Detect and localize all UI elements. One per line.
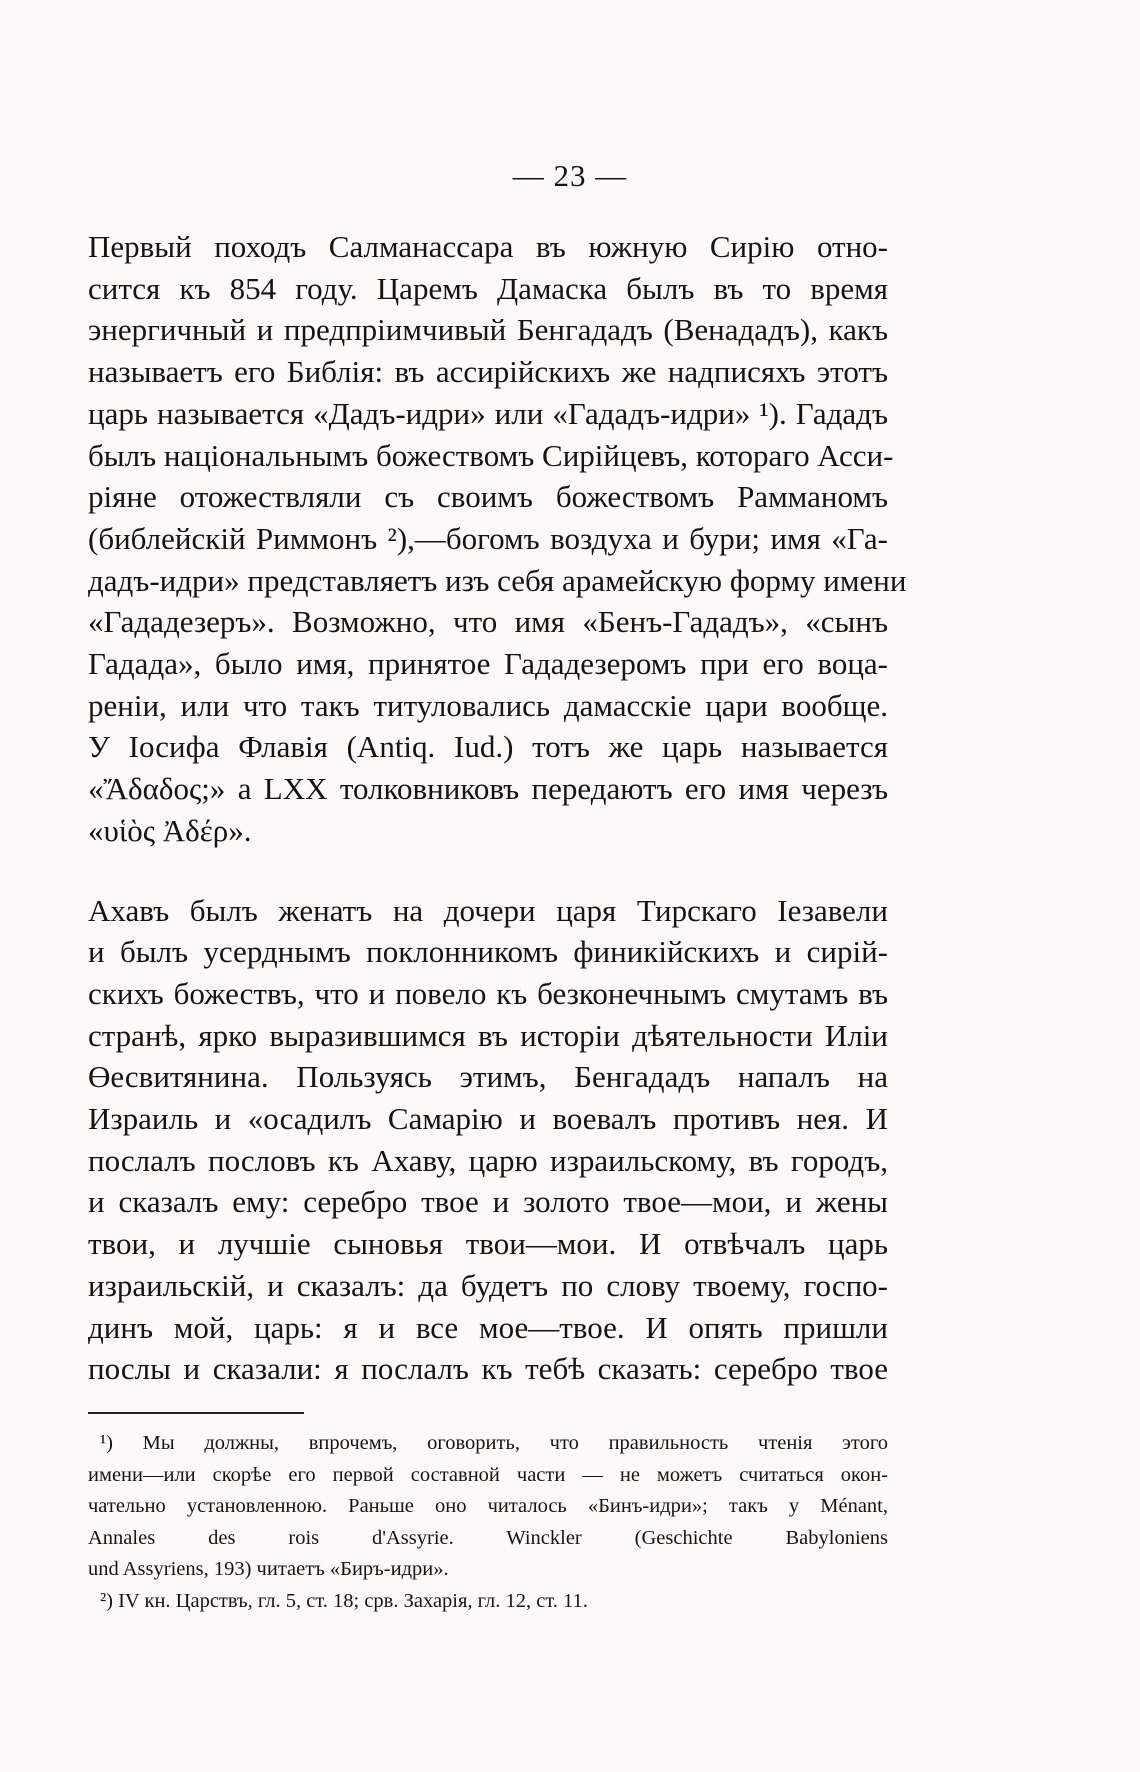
text-line: и сказалъ ему: серебро твое и золото твое—мои, и жены [88,1184,888,1220]
footnote-line: und Assyriens, 193) читаетъ «Биръ-идри». [88,1558,449,1580]
text-line: «υἱὸς Ἀδέρ». [88,812,252,848]
footnote-line: Annales des rois d'Assyrie. Winckler (Geschichte Babyloniens [88,1526,888,1549]
text-line: ріяне отожествляли съ своимъ божествомъ Рамманомъ [88,479,888,515]
paragraph-2 [88,890,888,1390]
text-line: дадъ-идри» представляетъ изъ себя арамейскую форму имени [88,562,907,598]
footnote-line: ²) IV кн. Царствъ, гл. 5, ст. 18; срв. Захарія, гл. 12, ст. 11. [100,1589,588,1612]
footnote-line: ¹) Мы должны, впрочемъ, оговорить, что правильность чтенія этого [100,1432,888,1454]
text-line: динъ мой, царь: я и все мое—твое. И опять пришли [88,1309,888,1345]
text-line: царь называется «Дадъ-идри» или «Гададъ-идри» ¹). Гададъ [88,395,888,431]
text-line: У Іосифа Флавія (Antiq. Iud.) тотъ же царь называется [88,729,888,765]
footnote-line: чательно установленною. Раньше оно читалось «Бинъ-идри»; такъ у Ménant, [88,1495,888,1517]
paragraph-1 [88,226,907,852]
text-line: твои, и лучшіе сыновья твои—мои. И отвѣчалъ царь [88,1226,888,1262]
text-line: Первый походъ Салманассара въ южную Сирію отно- [88,229,888,264]
text-line: «Гададезеръ». Возможно, что имя «Бенъ-Гададъ», «сынъ [88,604,888,640]
text-line: Гадада», было имя, принятое Гададезеромъ при его воцa- [88,646,888,682]
text-line: скихъ божествъ, что и повело къ безконечнымъ смутамъ въ [88,975,888,1011]
text-line: сится къ 854 году. Царемъ Дамаска былъ въ то время [88,270,888,306]
footnotes [88,1428,888,1617]
footnote-line: имени—или скорѣе его первой составной части — не можетъ считаться окон- [88,1463,888,1486]
footnote-divider [88,1412,304,1414]
text-line: послалъ пословъ къ Ахаву, царю израильскому, въ городъ, [88,1142,888,1178]
text-line: энергичный и предпріимчивый Бенгададъ (Венададъ), какъ [88,312,888,348]
text-line: былъ національнымъ божествомъ Сирійцевъ, котораго Асси- [88,437,894,473]
text-line: и былъ усерднымъ поклонникомъ финикійскихъ и сирій- [88,934,888,970]
text-line: Өесвитянина. Пользуясь этимъ, Бенгададъ напалъ на [88,1059,888,1095]
text-line: странѣ, ярко выразившимся въ исторіи дѣятельности Иліи [88,1017,888,1053]
text-line: Израиль и «осадилъ Самарію и воевалъ противъ нея. И [88,1101,888,1137]
text-line: (библейскій Риммонъ ²),—богомъ воздуха и бури; имя «Га- [88,520,888,556]
text-line: Ахавъ былъ женатъ на дочери царя Тирскаго Іезавели [88,892,888,928]
text-line: «Ἄδαδος;» а LXX толковниковъ передаютъ его имя черезъ [88,771,888,807]
text-line: реніи, или что такъ титуловались дамасскіе цари вообще. [88,687,888,723]
page-number: — 23 — [512,158,628,193]
text-line: называетъ его Библія: въ ассирійскихъ же надписяхъ этотъ [88,354,888,390]
text-line: послы и сказали: я послалъ къ тебѣ сказать: серебро твое [88,1351,888,1387]
text-line: израильскій, и сказалъ: да будетъ по слову твоему, госпо- [88,1267,888,1303]
main-text [88,226,907,1390]
